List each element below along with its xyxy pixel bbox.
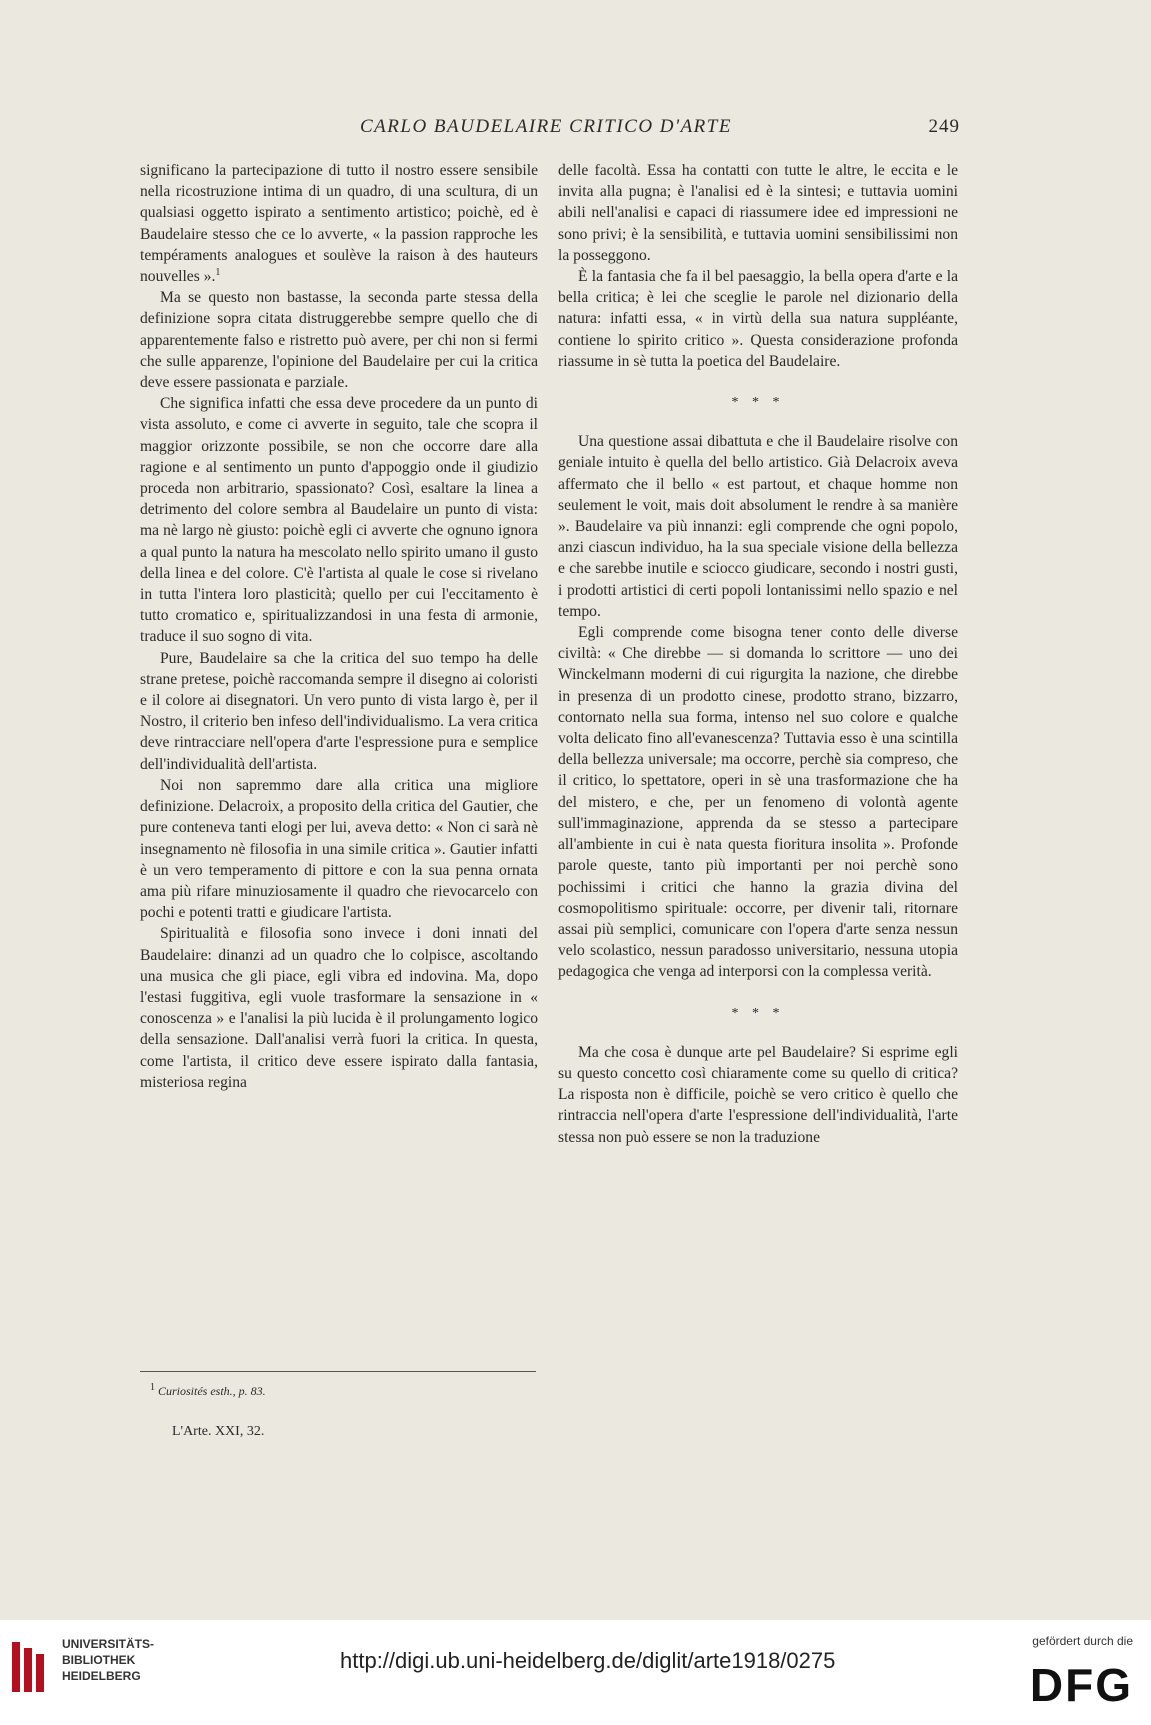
footnote-marker: 1 xyxy=(215,266,221,278)
page-title: CARLO BAUDELAIRE CRITICO D'ARTE xyxy=(360,116,732,137)
paragraph: Noi non sapremmo dare alla critica una migliore definizione. Delacroix, a proposito della critica del Gautier, che pure conteneva tanti elogi per lui, aveva detto: « Non ci sarà nè insegnamento nè filosofia in una simile critica ». Gautier infatti è un vero temperamento di pittore e con la sua penna ornata ama più rifare minuziosamente il quadro che rievocarcelo con pochi e potenti tratti e giudicare l'artista. xyxy=(140,776,538,922)
footnote xyxy=(150,1384,266,1399)
footnote-rule xyxy=(140,1371,536,1372)
paragraph: Che significa infatti che essa deve procedere da un punto di vista assoluto, e come ci avverte in seguito, tale che scopra il maggior orizzonte possibile, se non che occorre dare alla ragione e al sentimento un punto d'appoggio onde il giudizio proceda non arbitrario, spassionato? Così, esaltare la linea a detrimento del colore sembra al Baudelaire un punto di vista: ma nè largo nè giusto: poichè egli ci avverte che ognuno ignora a qual punto la natura ha mescolato nello spirito umano il gusto della linea e del colore. C'è l'artista al quale le cose si rivelano in tutta l'intera loro plasticità; quello per cui l'eccitamento è tutto cromatico e, spiritualizzandosi in una festa di armonie, traduce il suo sogno di vita. xyxy=(140,395,538,646)
signature-mark: L'Arte. XXI, 32. xyxy=(172,1424,265,1439)
paragraph: delle facoltà. Essa ha contatti con tutte le altre, le eccita e le invita alla pugna; è l'analisi ed è la sintesi; e tuttavia uomini abili nell'analisi e capaci di riassumere idee ed impressioni ne sono privi; è la sensibilità, e tuttavia uomini sensibilissimi non la posseggono. xyxy=(558,162,958,264)
paragraph: Una questione assai dibattuta e che il Baudelaire risolve con geniale intuito è quella del bello artistico. Già Delacroix aveva affermato che il bello « est partout, et chaque homme non seulement le voit, mais doit absolument le rendre à sa manière ». Baudelaire va più innanzi: egli comprende che ogni popolo, anzi ciascun individuo, ha la sua speciale visione della bellezza e che sarebbe inutile e sciocco giudicare, secondo i nostri gusti, i prodotti artistici di certi popoli lontanissimi nello spazio e nel tempo. xyxy=(558,433,958,620)
section-separator: * * * xyxy=(731,1005,785,1021)
footnote-number: 1 xyxy=(150,1382,155,1393)
university-library-logo-icon xyxy=(10,1638,50,1696)
left-column xyxy=(140,160,538,1093)
right-column xyxy=(558,160,958,1148)
university-library-name: UNIVERSITÄTS- BIBLIOTHEK HEIDELBERG xyxy=(62,1637,155,1683)
dfg-logo: DFG xyxy=(1029,1659,1133,1711)
page-number: 249 xyxy=(928,116,960,137)
paragraph: Pure, Baudelaire sa che la critica del suo tempo ha delle strane pretese, poichè raccomanda sempre il disegno ai coloristi e il colore ai disegnatori. Un vero punto di vista largo è, per il Nostro, il criterio ben infeso dell'individualismo. La vera critica deve rintracciare nell'opera d'arte l'espressione pura e semplice dell'individualità dell'artista. xyxy=(140,649,538,773)
source-url-link[interactable]: http://digi.ub.uni-heidelberg.de/diglit/arte1918/0275 xyxy=(340,1648,836,1673)
section-separator: * * * xyxy=(731,395,785,411)
funding-caption: gefördert durch die xyxy=(1032,1634,1133,1648)
digitization-footer xyxy=(0,1620,1151,1725)
paragraph: Ma che cosa è dunque arte pel Baudelaire? Si esprime egli su questo concetto così chiaramente come su quello di critica? La risposta non è difficile, poichè se vero critico è quello che rintraccia nell'opera d'arte l'espressione dell'individualità, l'arte stessa non può essere se non la traduzione xyxy=(558,1043,958,1146)
paragraph: È la fantasia che fa il bel paesaggio, la bella opera d'arte e la bella critica; è lei che sceglie le parole nel dizionario della natura: infatti essa, « in virtù della sua natura suppléante, contiene lo spirito critico ». Questa considerazione profonda riassume in sè tutta la poetica del Baudelaire. xyxy=(558,268,958,370)
paragraph: Spiritualità e filosofia sono invece i doni innati del Baudelaire: dinanzi ad un quadro che lo colpisce, ascoltando una musica che gli piace, egli vibra ed indovina. Ma, dopo l'estasi fuggitiva, egli vuole trasformare la sensazione in « conoscenza » e l'analisi la più lucida è il prolungamento logico della sensazione. Dall'analisi verrà fuori la critica. In questa, come l'artista, il critico deve essere ispirato dalla fantasia, misteriosa regina xyxy=(140,925,538,1091)
paragraph: significano la partecipazione di tutto il nostro essere sensibile nella ricostruzione intima di un quadro, di una scultura, di un qualsiasi oggetto ispirato a sentimento artistico; poichè, ed è Baudelaire stesso che ce lo avverte, « la passion rapproche les tempéraments analogues et soulève la raison à des hauteurs nouvelles ».$^1$ xyxy=(140,162,538,286)
paragraph: Egli comprende come bisogna tener conto delle diverse civiltà: « Che direbbe — si domanda lo scrittore — uno dei Winckelmann moderni di cui rigurgita la nazione, che direbbe in presenza di un prodotto cinese, prodotto strano, bizzarro, contornato nella sua forma, intenso nel suo colore e qualche volta delicato fino all'evanescenza? Tuttavia esso è una scintilla della bellezza universale; ma occorre, perchè sia compreso, che il critico, lo spettatore, operi in sè una trasformazione che ha del mistero, e che, per un fenomeno di volontà agente sull'immaginazione, apprenda da se stesso a partecipare all'ambiente in cui è nata questa fioritura insolita ». Profonde parole queste, tanto più importanti per noi perchè sono pochissimi i critici che hanno la grazia divina del cosmopolitismo spirituale: occorre, per divenir tali, ritornare assai più semplici, comunicare con l'opera d'arte senza nessun velo scolastico, nessun paradosso universitario, nessuna utopia pedagogica che venga ad interporsi con la complessa verità. xyxy=(558,624,958,981)
footnote-text: Curiosités esth., p. 83. xyxy=(158,1384,266,1398)
paragraph: Ma se questo non bastasse, la seconda parte stessa della definizione sopra citata distruggerebbe sempre quello che di apparentemente falso e ristretto può avere, per chi non si fermi che sulle apparenze, l'opinione del Baudelaire per cui la critica deve essere passionata e parziale. xyxy=(140,289,538,392)
